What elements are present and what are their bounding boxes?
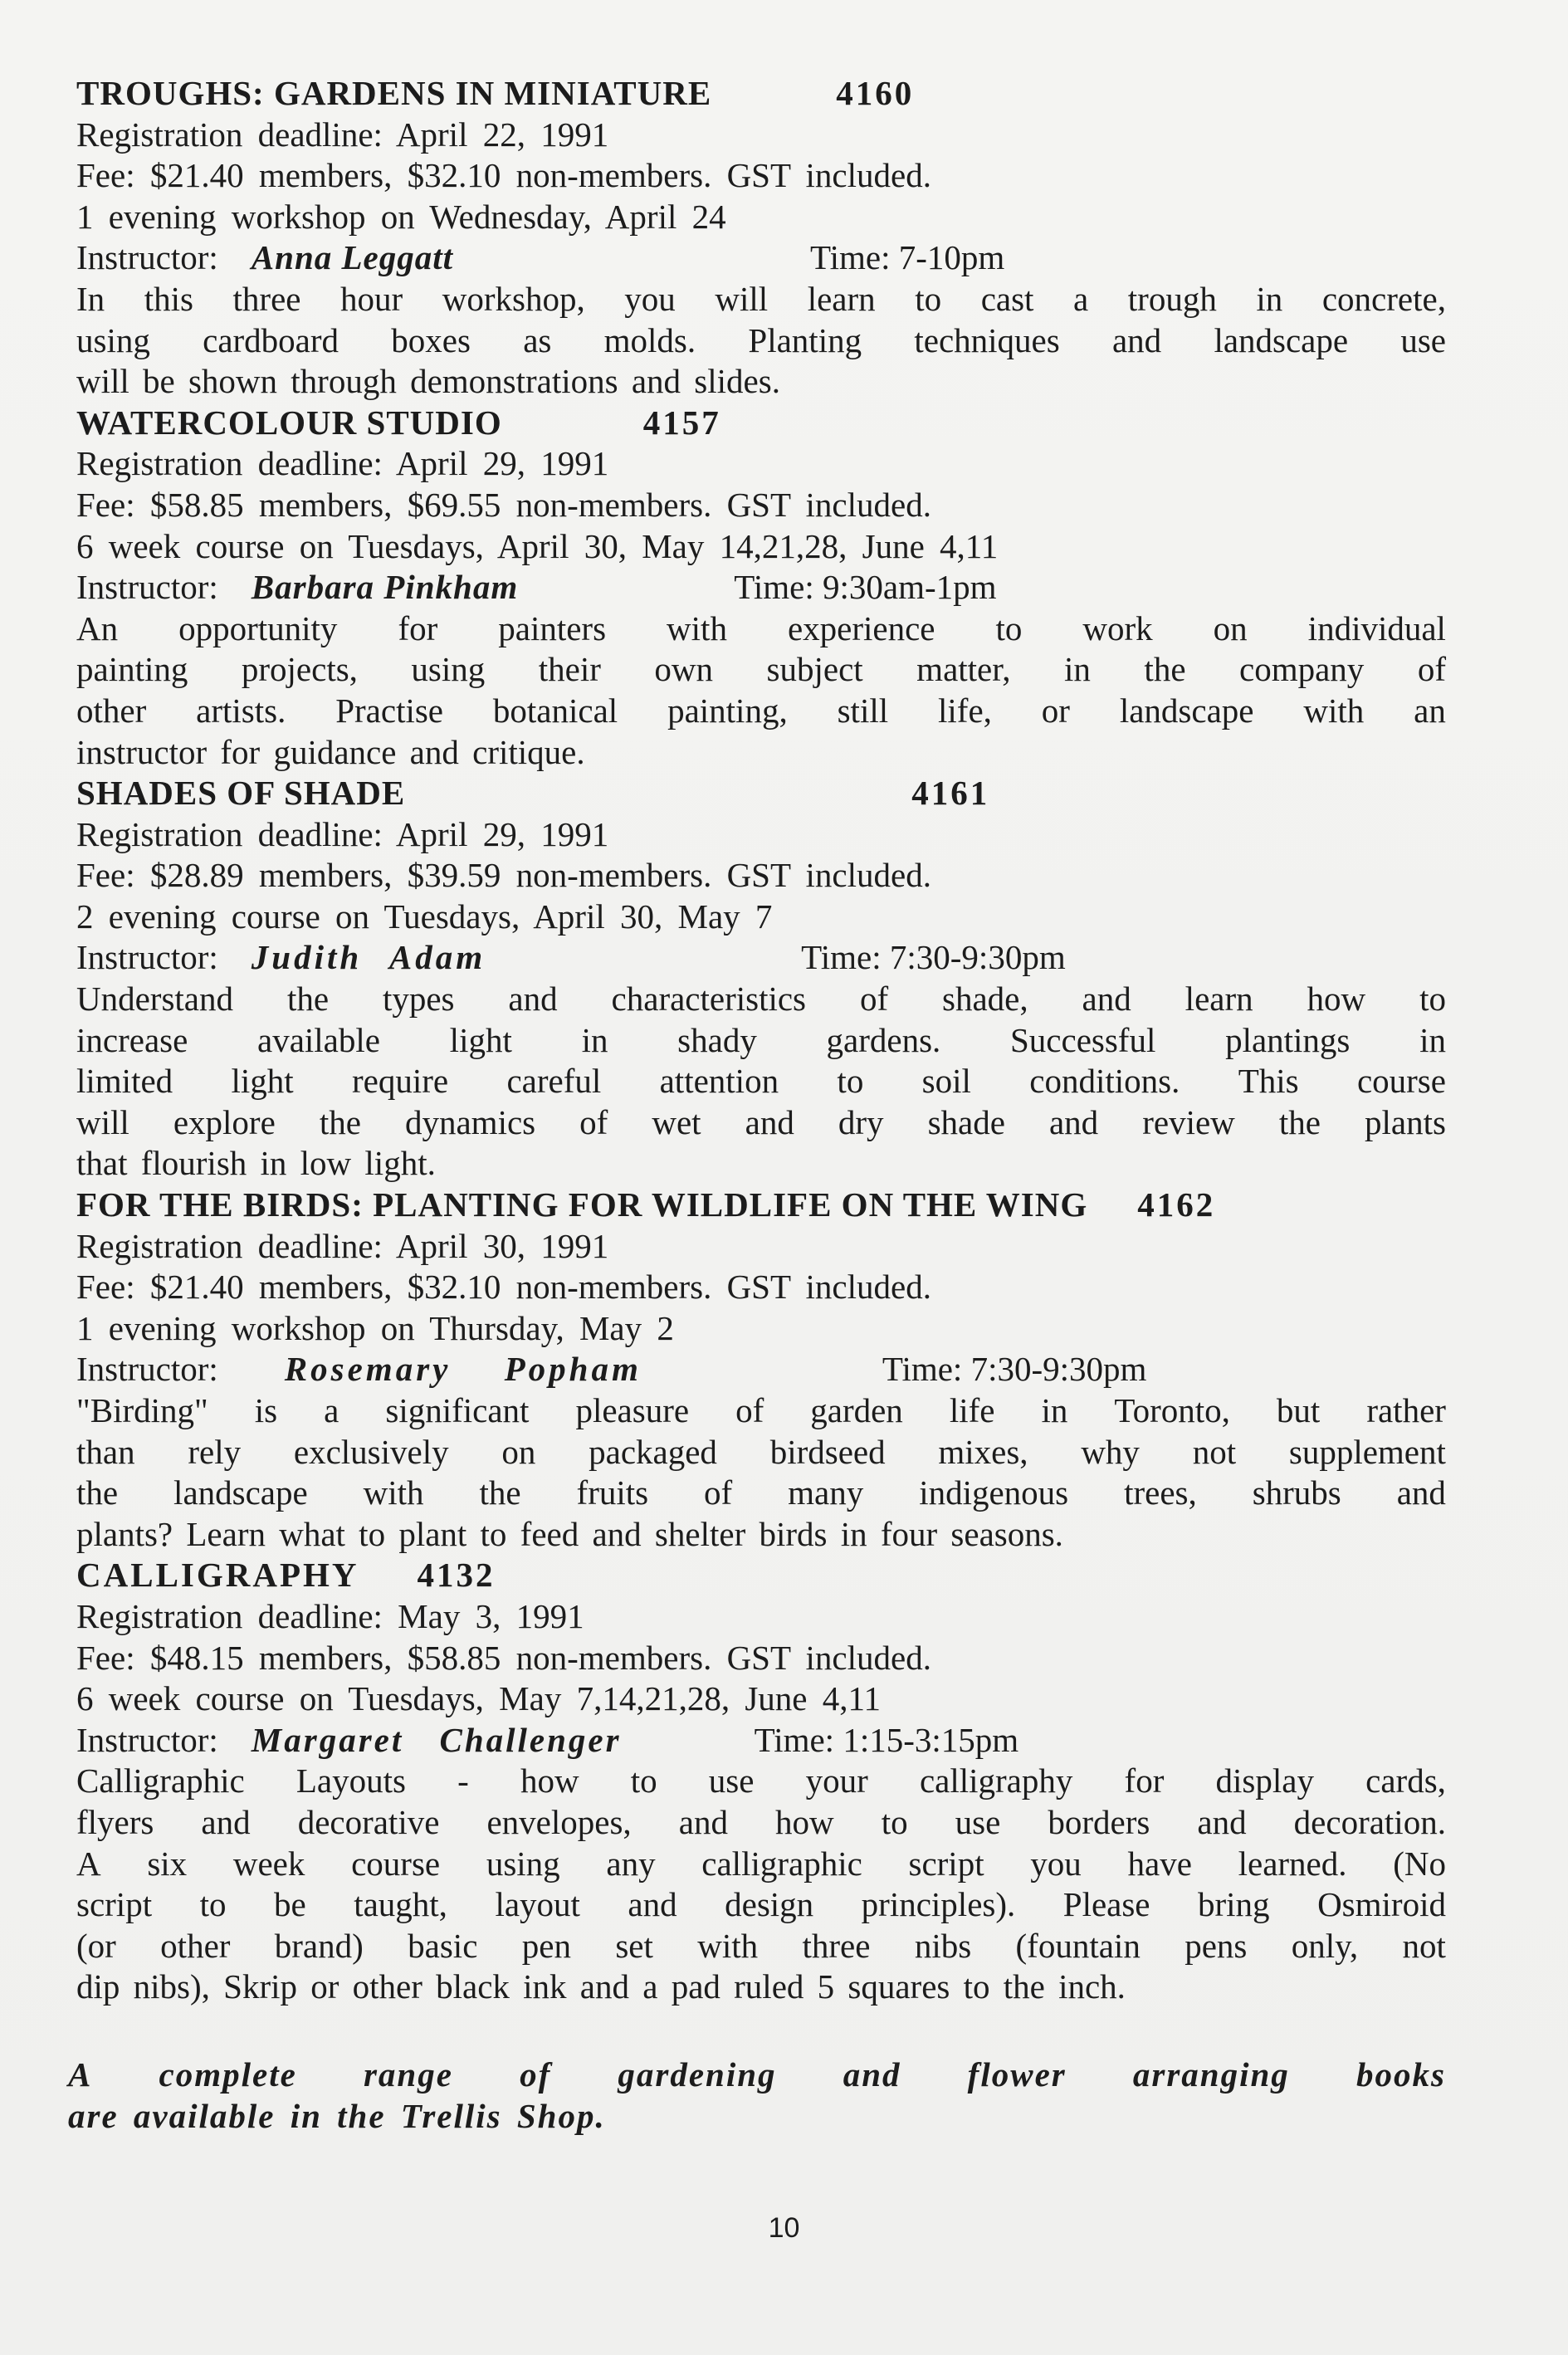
course-fee: Fee: $21.40 members, $32.10 non-members. GST included. <box>76 156 931 195</box>
description-line: other artists. Practise botanical painting, still life, or landscape with an <box>76 691 1446 730</box>
course-title: WATERCOLOUR STUDIO <box>76 403 502 442</box>
course-time: Time: 9:30am-1pm <box>734 568 997 607</box>
description-line: flyers and decorative envelopes, and how to use borders and decoration. <box>76 1802 1446 1841</box>
course-description <box>76 1390 1446 1555</box>
course-section <box>76 1185 1446 1555</box>
course-time: Time: 7-10pm <box>810 238 1005 277</box>
instructor-name: Barbara Pinkham <box>251 568 519 607</box>
instructor-name: Anna Leggatt <box>251 238 454 277</box>
course-time: Time: 7:30-9:30pm <box>801 938 1066 977</box>
instructor-label: Instructor: <box>76 1350 218 1389</box>
description-line: limited light require careful attention to soil conditions. This course <box>76 1062 1446 1101</box>
description-line: painting projects, using their own subject matter, in the company of <box>76 650 1446 689</box>
description-line: Calligraphic Layouts - how to use your calligraphy for display cards, <box>76 1761 1446 1800</box>
instructor-line <box>76 1720 1446 1761</box>
course-heading <box>76 1555 1446 1596</box>
instructor-label: Instructor: <box>76 938 218 977</box>
course-title: CALLIGRAPHY <box>76 1556 359 1595</box>
description-line: will be shown through demonstrations and slides. <box>76 362 780 401</box>
trellis-shop-note <box>68 2055 1446 2137</box>
course-heading <box>76 403 1446 444</box>
instructor-line <box>76 237 1446 279</box>
instructor-name: Margaret Challenger <box>251 1720 622 1759</box>
description-line: increase available light in shady gardens. Successful plantings in <box>76 1020 1446 1059</box>
description-line: "Birding" is a significant pleasure of garden life in Toronto, but rather <box>76 1391 1446 1429</box>
course-heading <box>76 1185 1446 1226</box>
course-schedule: 1 evening workshop on Wednesday, April 24 <box>76 197 726 236</box>
instructor-name: Judith Adam <box>251 938 486 977</box>
registration-deadline: Registration deadline: April 29, 1991 <box>76 814 609 853</box>
description-line: An opportunity for painters with experience to work on individual <box>76 608 1446 647</box>
course-title: SHADES OF SHADE <box>76 774 406 813</box>
course-schedule: 2 evening course on Tuesdays, April 30, May 7 <box>76 897 773 936</box>
description-line: A six week course using any calligraphic script you have learned. (No <box>76 1844 1446 1883</box>
course-section <box>76 403 1446 773</box>
course-code: 4161 <box>911 774 990 813</box>
description-line: plants? Learn what to plant to feed and shelter birds in four seasons. <box>76 1514 1063 1553</box>
instructor-label: Instructor: <box>76 568 218 607</box>
course-title: FOR THE BIRDS: PLANTING FOR WILDLIFE ON THE WING <box>76 1185 1088 1224</box>
registration-deadline: Registration deadline: April 29, 1991 <box>76 444 609 483</box>
instructor-label: Instructor: <box>76 238 218 277</box>
description-line: using cardboard boxes as molds. Planting techniques and landscape use <box>76 320 1446 359</box>
course-heading <box>76 773 1446 814</box>
course-time: Time: 7:30-9:30pm <box>882 1350 1147 1389</box>
course-code: 4160 <box>836 74 915 112</box>
description-line: will explore the dynamics of wet and dry shade and review the plants <box>76 1102 1446 1141</box>
course-code: 4157 <box>642 403 721 442</box>
course-heading <box>76 73 1446 115</box>
note-line: are available in the Trellis Shop. <box>68 2096 606 2135</box>
description-line: the landscape with the fruits of many indigenous trees, shrubs and <box>76 1473 1446 1512</box>
course-fee: Fee: $58.85 members, $69.55 non-members. GST included. <box>76 485 931 524</box>
course-description <box>76 608 1446 773</box>
course-listings <box>76 73 1446 2008</box>
description-line: dip nibs), Skrip or other black ink and a pad ruled 5 squares to the inch. <box>76 1967 1126 2006</box>
course-fee: Fee: $21.40 members, $32.10 non-members. GST included. <box>76 1268 931 1307</box>
note-line: A complete range of gardening and flower arranging books <box>68 2055 1446 2094</box>
course-section <box>76 1555 1446 2008</box>
description-line: In this three hour workshop, you will learn to cast a trough in concrete, <box>76 279 1446 318</box>
course-description <box>76 979 1446 1185</box>
course-section <box>76 73 1446 403</box>
course-schedule: 6 week course on Tuesdays, May 7,14,21,28, June 4,11 <box>76 1679 881 1718</box>
course-schedule: 6 week course on Tuesdays, April 30, May 14,21,28, June 4,11 <box>76 526 999 565</box>
description-line: (or other brand) basic pen set with three nibs (fountain pens only, not <box>76 1926 1446 1965</box>
instructor-line <box>76 567 1446 608</box>
instructor-name: Rosemary Popham <box>284 1350 642 1389</box>
course-time: Time: 1:15-3:15pm <box>754 1720 1019 1759</box>
page-number: 10 <box>768 2212 800 2244</box>
course-schedule: 1 evening workshop on Thursday, May 2 <box>76 1308 674 1347</box>
instructor-label: Instructor: <box>76 1720 218 1759</box>
description-line: script to be taught, layout and design principles). Please bring Osmiroid <box>76 1885 1446 1924</box>
instructor-line <box>76 1349 1446 1390</box>
course-fee: Fee: $48.15 members, $58.85 non-members. GST included. <box>76 1638 931 1677</box>
course-title: TROUGHS: GARDENS IN MINIATURE <box>76 74 712 112</box>
registration-deadline: Registration deadline: April 22, 1991 <box>76 115 609 154</box>
course-description <box>76 1761 1446 2008</box>
course-section <box>76 773 1446 1185</box>
course-description <box>76 279 1446 403</box>
description-line: instructor for guidance and critique. <box>76 732 585 771</box>
course-fee: Fee: $28.89 members, $39.59 non-members. GST included. <box>76 856 931 895</box>
instructor-line <box>76 937 1446 979</box>
description-line: that flourish in low light. <box>76 1144 436 1183</box>
registration-deadline: Registration deadline: May 3, 1991 <box>76 1596 584 1635</box>
description-line: than rely exclusively on packaged birdseed mixes, why not supplement <box>76 1432 1446 1471</box>
course-code: 4162 <box>1137 1185 1216 1224</box>
course-code: 4132 <box>417 1556 496 1595</box>
description-line: Understand the types and characteristics of shade, and learn how to <box>76 980 1446 1019</box>
registration-deadline: Registration deadline: April 30, 1991 <box>76 1226 609 1265</box>
